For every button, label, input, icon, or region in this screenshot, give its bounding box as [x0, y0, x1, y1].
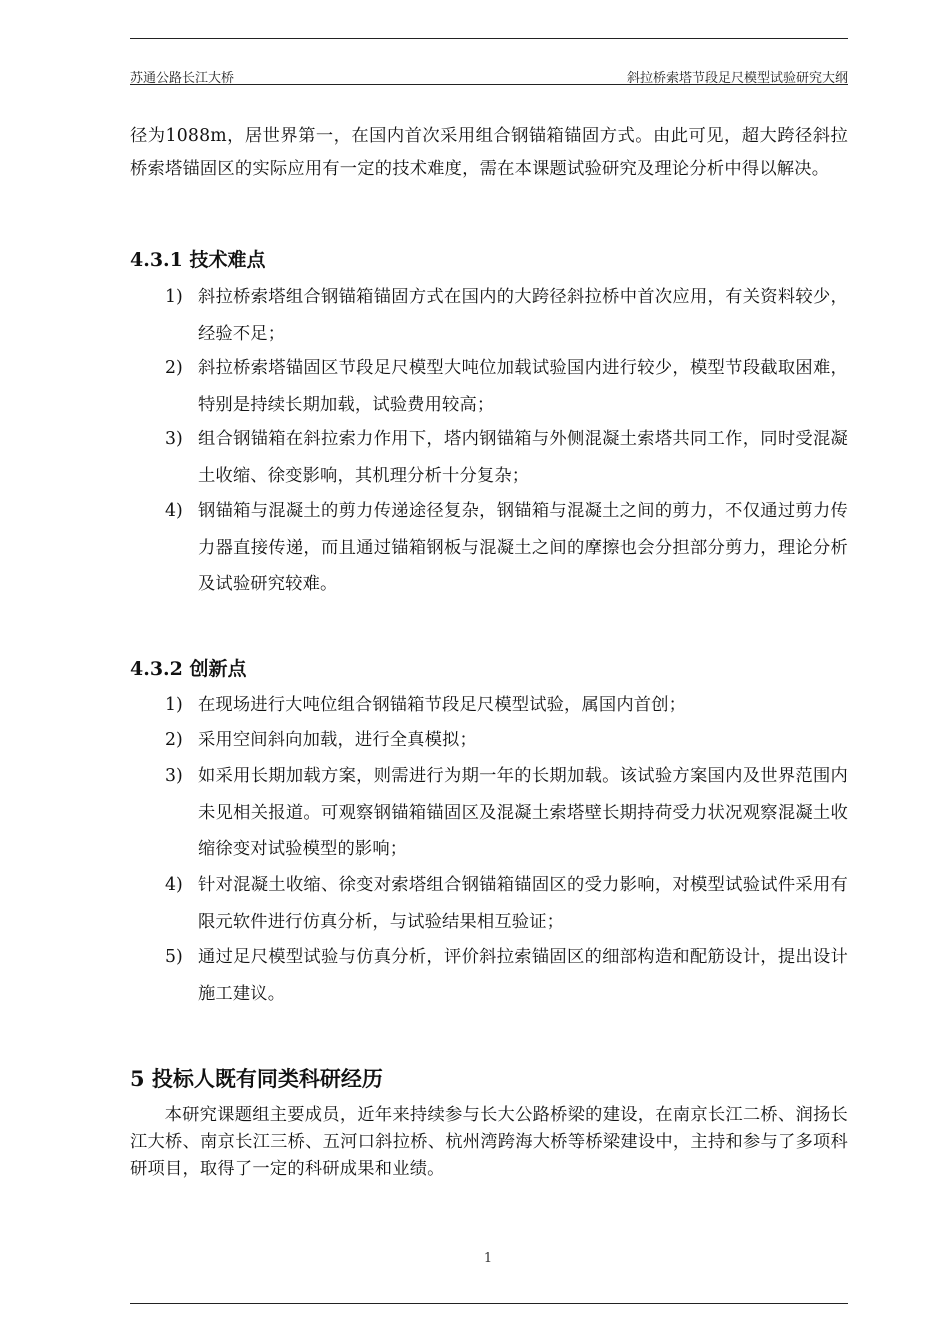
header-left-title: 苏通公路长江大桥 [130, 71, 235, 86]
header-right-title: 斜拉桥索塔节段足尺模型试验研究大纲 [626, 71, 848, 86]
list-item-number: 3) [165, 766, 183, 786]
list-item-number: 4) [165, 875, 183, 895]
intro-paragraph: 径为1088m，居世界第一，在国内首次采用组合钢锚箱锚固方式。由此可见，超大跨径斜拉桥索塔锚固区的实际应用有一定的技术难度，需在本课题试验研究及理论分析中得以解决。 [130, 126, 848, 179]
list-item-number: 5) [165, 947, 183, 967]
list-item [130, 687, 848, 724]
list-item-number: 4) [165, 501, 183, 521]
list-item [130, 939, 848, 1012]
list-item-number: 2) [165, 358, 183, 378]
list-item-number: 2) [165, 730, 183, 750]
footer-rule [130, 1303, 848, 1304]
list-item-number: 3) [165, 429, 183, 449]
section-5-paragraph: 本研究课题组主要成员，近年来持续参与长大公路桥梁的建设，在南京长江二桥、润扬长江大桥、南京长江三桥、五河口斜拉桥、杭州湾跨海大桥等桥梁建设中，主持和参与了多项科研项目，取得了一定的科研成果和业绩。 [130, 1105, 848, 1179]
list-item-text: 针对混凝土收缩、徐变对索塔组合钢锚箱锚固区的受力影响，对模型试验试件采用有限元软件进行仿真分析，与试验结果相互验证； [198, 875, 848, 932]
page-number: 1 [483, 1251, 493, 1266]
list-item-text: 通过足尺模型试验与仿真分析，评价斜拉索锚固区的细部构造和配筋设计，提出设计施工建议。 [198, 947, 848, 1004]
header-bottom-rule [130, 84, 848, 85]
list-item-text: 斜拉桥索塔锚固区节段足尺模型大吨位加载试验国内进行较少，模型节段截取困难，特别是持续长期加载，试验费用较高； [198, 358, 848, 415]
section-5-heading: 5 投标人既有同类科研经历 [130, 1066, 383, 1091]
list-item [130, 722, 848, 759]
list-item [130, 279, 848, 352]
list-item-text: 采用空间斜向加载，进行全真模拟； [198, 730, 477, 750]
list-item [130, 421, 848, 494]
header-top-rule [130, 38, 848, 39]
list-item [130, 867, 848, 940]
section-431-heading: 4.3.1 技术难点 [130, 249, 266, 271]
list-item [130, 350, 848, 423]
list-item-number: 1) [165, 287, 183, 307]
list-item-text: 斜拉桥索塔组合钢锚箱锚固方式在国内的大跨径斜拉桥中首次应用，有关资料较少，经验不足； [198, 287, 848, 344]
list-item [130, 493, 848, 603]
list-item-text: 组合钢锚箱在斜拉索力作用下，塔内钢锚箱与外侧混凝土索塔共同工作，同时受混凝土收缩、徐变影响，其机理分析十分复杂； [198, 429, 848, 486]
list-item [130, 758, 848, 868]
list-item-number: 1) [165, 695, 183, 715]
list-item-text: 钢锚箱与混凝土的剪力传递途径复杂，钢锚箱与混凝土之间的剪力，不仅通过剪力传力器直接传递，而且通过锚箱钢板与混凝土之间的摩擦也会分担部分剪力，理论分析及试验研究较难。 [198, 501, 848, 594]
list-item-text: 在现场进行大吨位组合钢锚箱节段足尺模型试验，属国内首创； [198, 695, 687, 715]
list-item-text: 如采用长期加载方案，则需进行为期一年的长期加载。该试验方案国内及世界范围内未见相关报道。可观察钢锚箱锚固区及混凝土索塔壁长期持荷受力状况观察混凝土收缩徐变对试验模型的影响； [198, 766, 848, 859]
section-432-heading: 4.3.2 创新点 [130, 658, 247, 680]
